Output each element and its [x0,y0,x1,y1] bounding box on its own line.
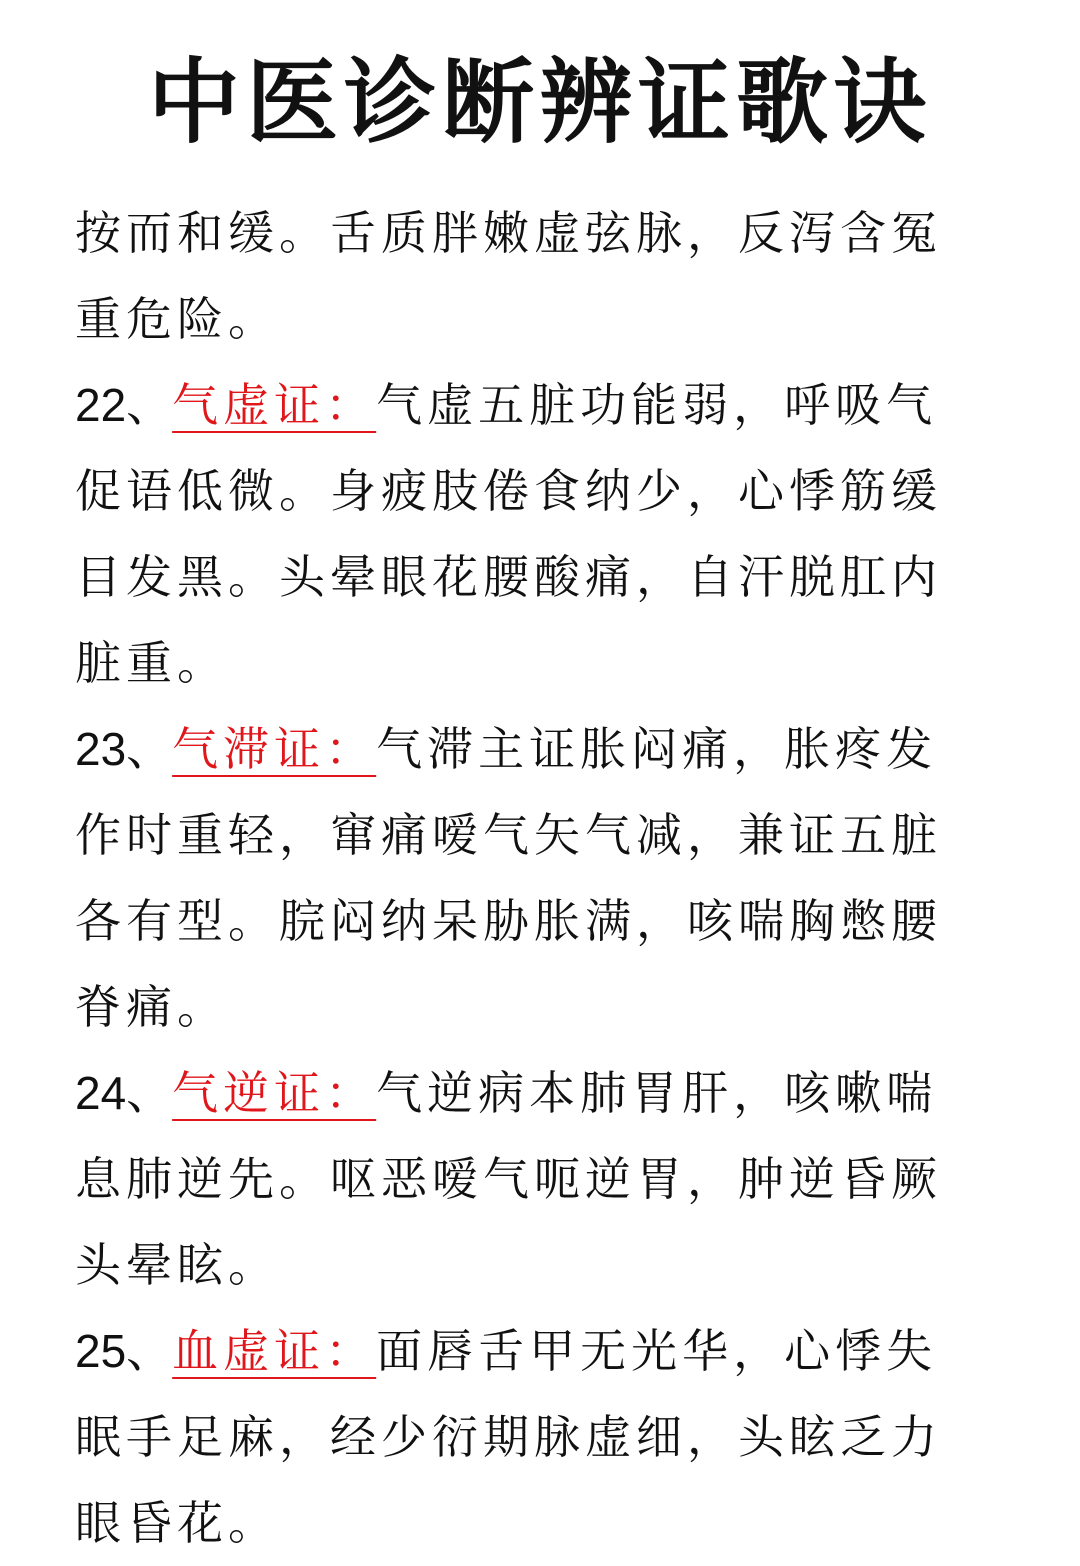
entry-text: 面唇舌甲无光华，心悸失眠手足麻，经少衍期脉虚细，头眩乏力眼昏花。 [75,1324,942,1550]
entry-term: 气滞证： [172,722,377,776]
entry-text: 气逆病本肺胃肝，咳嗽喘息肺逆先。呕恶嗳气呃逆胃，肿逆昏厥头晕眩。 [75,1066,942,1292]
entry-text: 气滞主证胀闷痛，胀疼发作时重轻，窜痛嗳气矢气减，兼证五脏各有型。脘闷纳呆胁胀满，咳喘胸憋腰脊痛。 [75,722,942,1034]
entry-number: 23、 [75,723,173,775]
verse-entry-25 [75,1308,987,1566]
entry-term: 气虚证： [172,378,377,432]
verse-content [75,190,987,1566]
verse-entry-24 [75,1050,987,1308]
page-title: 中医诊断辨证歌诀 [147,49,932,156]
entry-number: 24、 [75,1067,173,1119]
entry-number: 25、 [75,1325,173,1377]
verse-entry-23 [75,706,987,1050]
intro-text: 按而和缓。舌质胖嫩虚弦脉，反泻含冤重危险。 [75,206,942,346]
entry-number: 22、 [75,379,173,431]
entry-term: 气逆证： [172,1066,377,1120]
entry-term: 血虚证： [172,1324,377,1378]
entry-text: 气虚五脏功能弱，呼吸气促语低微。身疲肢倦食纳少，心悸筋缓目发黑。头晕眼花腰酸痛，自汗脱肛内脏重。 [75,378,942,690]
verse-entry-22 [75,362,987,706]
